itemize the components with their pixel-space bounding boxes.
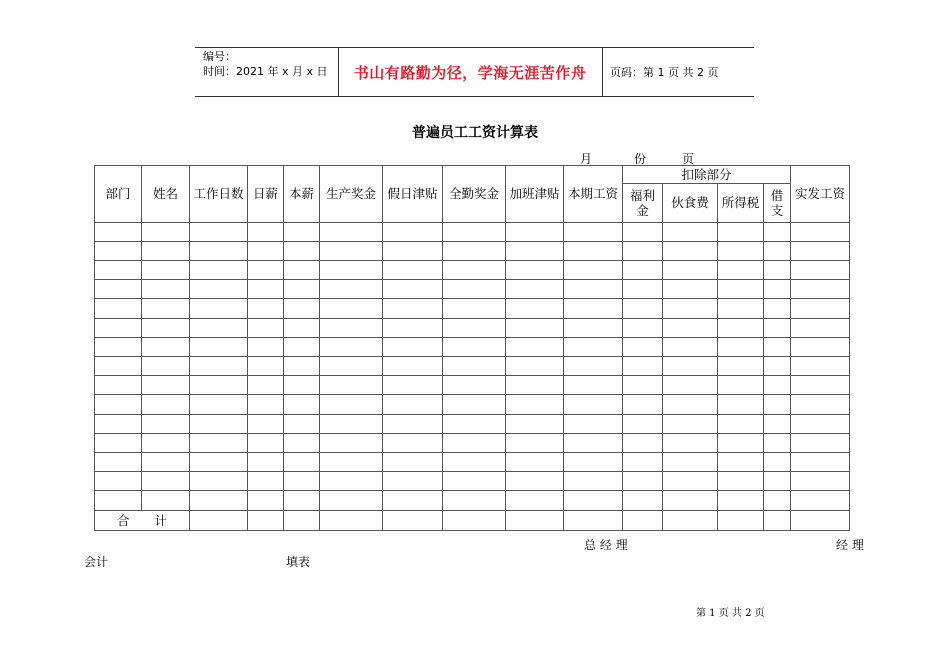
table-row (95, 241, 850, 260)
col-meal-fee: 伙食费 (663, 184, 718, 222)
table-row (95, 261, 850, 280)
page-footer: 第 1 页 共 2 页 (696, 608, 765, 619)
col-work-days: 工作日数 (190, 166, 248, 223)
col-income-tax: 所得税 (718, 184, 764, 222)
col-dept: 部门 (95, 166, 142, 223)
share-label: 份 (634, 152, 647, 166)
data-rows (95, 222, 850, 510)
general-manager-label: 总 经 理 (584, 538, 628, 552)
table-row (95, 433, 850, 452)
col-current-wage: 本期工资 (564, 166, 623, 223)
accountant-label: 会计 (84, 555, 109, 569)
table-row (95, 376, 850, 395)
col-daily-wage: 日薪 (248, 166, 284, 223)
col-advance: 借支 (764, 184, 791, 222)
col-welfare-fund: 福利金 (623, 184, 663, 222)
header-bottom-rule (195, 96, 754, 97)
col-attendance-bonus: 全勤奖金 (443, 166, 506, 223)
page-code: 页码：第 1 页 共 2 页 (610, 66, 719, 79)
col-holiday-allowance: 假日津贴 (383, 166, 443, 223)
month-label: 月 (580, 152, 593, 166)
header-top-rule (195, 47, 754, 48)
table-row (95, 280, 850, 299)
table-row (95, 414, 850, 433)
table-row (95, 299, 850, 318)
col-net-pay: 实发工资 (791, 166, 850, 223)
total-row (95, 510, 850, 530)
motto: 书山有路勤为径，学海无涯苦作舟 (353, 64, 587, 82)
time-label: 时间：2021 年 x 月 x 日 (203, 65, 328, 78)
serial-label: 编号： (203, 50, 236, 63)
col-base-salary: 本薪 (284, 166, 320, 223)
col-deduction-group: 扣除部分 (623, 166, 791, 184)
table-row (95, 337, 850, 356)
table-row (95, 491, 850, 510)
col-production-bonus: 生产奖金 (320, 166, 383, 223)
page-title: 普遍员工工资计算表 (412, 125, 538, 141)
header-divider-right (602, 47, 603, 97)
manager-label: 经 理 (836, 538, 864, 552)
table-row (95, 453, 850, 472)
page-label: 页 (682, 152, 695, 166)
col-name: 姓名 (142, 166, 190, 223)
col-overtime-allowance: 加班津贴 (506, 166, 564, 223)
table-row (95, 222, 850, 241)
preparer-label: 填表 (286, 555, 311, 569)
salary-table (94, 165, 850, 531)
table-row (95, 318, 850, 337)
table-row (95, 357, 850, 376)
table-row (95, 395, 850, 414)
table-row (95, 472, 850, 491)
total-label: 合 计 (95, 510, 190, 530)
